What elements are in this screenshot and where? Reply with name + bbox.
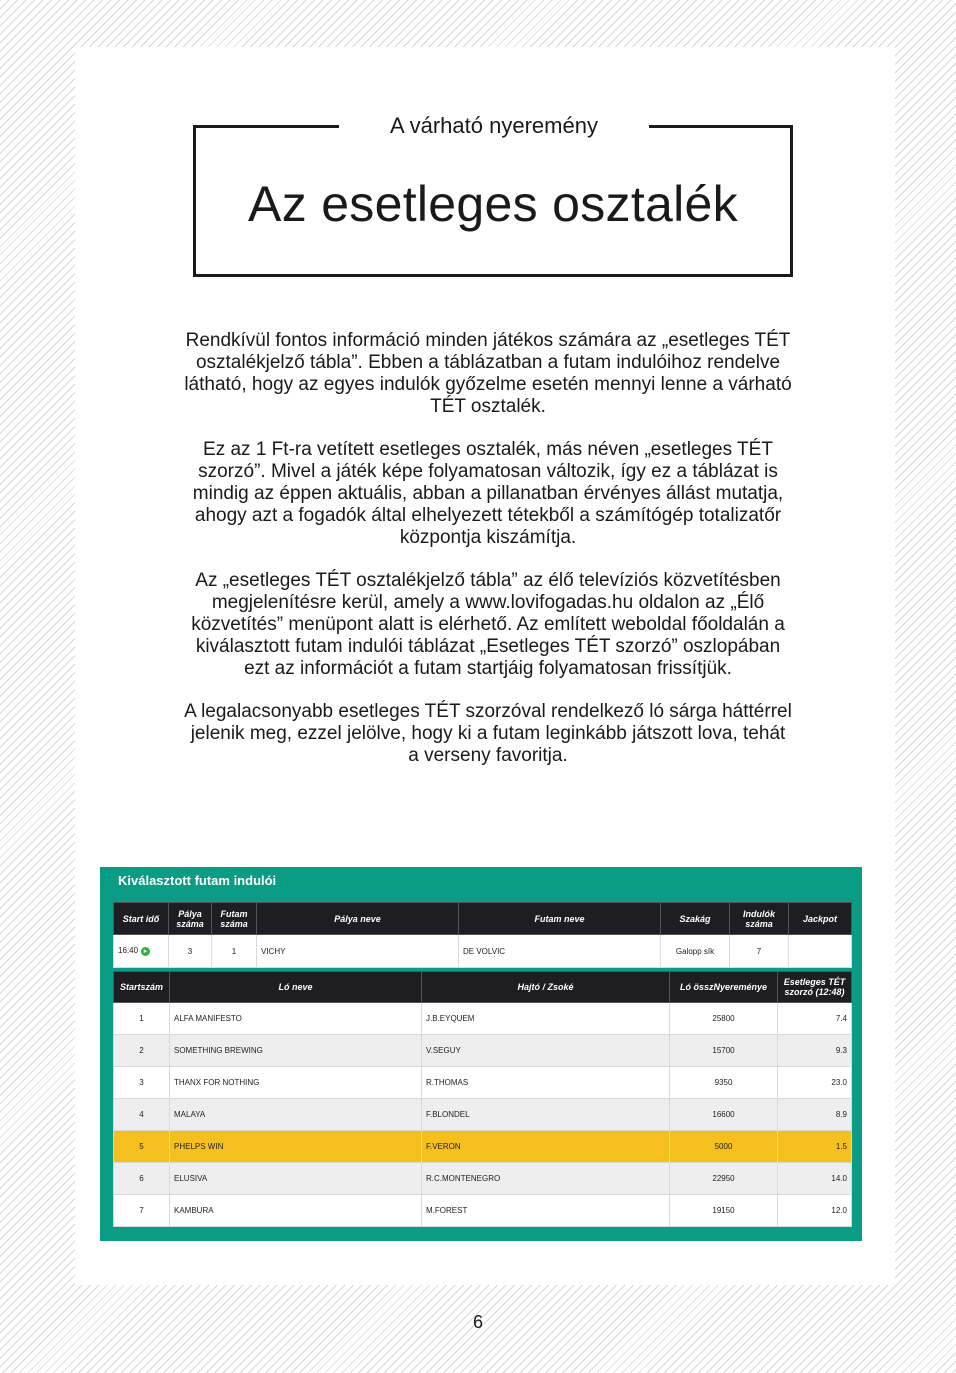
col-earnings: Ló összNyereménye — [670, 972, 778, 1003]
runner-odds: 8.9 — [778, 1099, 852, 1131]
race-jackpot — [789, 935, 852, 968]
col-track-number: Pálya száma — [169, 903, 212, 935]
runner-jockey: F.VERON — [422, 1131, 670, 1163]
runner-earnings: 22950 — [670, 1163, 778, 1195]
page-title: Az esetleges osztalék — [248, 176, 738, 232]
paragraph-4: A legalacsonyabb esetleges TÉT szorzóval rendelkező ló sárga háttérrel jelenik meg, ezzel jelölve, hogy ki a futam leginkább játszott lova, tehát a verseny favoritja. — [184, 701, 792, 766]
runner-horse: ALFA MANIFESTO — [170, 1003, 422, 1035]
runner-horse: KAMBURA — [170, 1195, 422, 1227]
table-row[interactable] — [114, 1035, 852, 1067]
race-track-name: VICHY — [257, 935, 459, 968]
runner-earnings: 16600 — [670, 1099, 778, 1131]
document-page — [75, 47, 895, 1285]
col-track-name: Pálya neve — [257, 903, 459, 935]
table-row[interactable] — [114, 1163, 852, 1195]
runner-number: 2 — [114, 1035, 170, 1067]
runner-earnings: 5000 — [670, 1131, 778, 1163]
col-win-odds: Esetleges TÉT szorzó (12:48) — [778, 972, 852, 1003]
runner-jockey: J.B.EYQUEM — [422, 1003, 670, 1035]
runner-odds: 9.3 — [778, 1035, 852, 1067]
runner-horse: SOMETHING BREWING — [170, 1035, 422, 1067]
runner-horse: MALAYA — [170, 1099, 422, 1131]
table-row[interactable] — [114, 1099, 852, 1131]
col-type: Szakág — [661, 903, 730, 935]
panel-title: Kiválasztott futam indulói — [118, 873, 277, 888]
runner-jockey: R.C.MONTENEGRO — [422, 1163, 670, 1195]
runner-number: 7 — [114, 1195, 170, 1227]
runner-earnings: 9350 — [670, 1067, 778, 1099]
col-horse-name: Ló neve — [170, 972, 422, 1003]
paragraph-2: Ez az 1 Ft-ra vetített esetleges osztalék, más néven „esetleges TÉT szorzó”. Mivel a játék képe folyamatosan változik, így ez a táblázat is mindig az éppen aktuális, abban a pillanatban érvényes állást mutatja, ahogy azt a fogadók által elhelyezett tétekből a számítógép totalizatőr központja kiszámítja. — [192, 439, 784, 548]
col-start-time: Start idő — [114, 903, 169, 935]
runner-number: 3 — [114, 1067, 170, 1099]
table-row[interactable] — [114, 1195, 852, 1227]
col-start-number: Startszám — [114, 972, 170, 1003]
body-text — [183, 330, 793, 788]
title-frame — [193, 113, 793, 277]
runners-table — [113, 971, 852, 1227]
runners-header-row — [114, 972, 852, 1003]
runner-jockey: V.SEGUY — [422, 1035, 670, 1067]
race-type: Galopp sík — [661, 935, 730, 968]
runner-jockey: M.FOREST — [422, 1195, 670, 1227]
table-row[interactable] — [114, 1067, 852, 1099]
runner-horse: ELUSIVA — [170, 1163, 422, 1195]
race-number: 1 — [212, 935, 257, 968]
race-start-cell: 16:40 ▸ — [114, 935, 169, 968]
runner-earnings: 15700 — [670, 1035, 778, 1067]
paragraph-1: Rendkívül fontos információ minden játékos számára az „esetleges TÉT osztalékjelző tábla”. Ebben a táblázatban a futam indulóihoz rendelve látható, hogy az egyes indulók győzelme esetén mennyi lenne a várható TÉT osztalék. — [184, 330, 792, 417]
col-jockey: Hajtó / Zsoké — [422, 972, 670, 1003]
race-runners-count: 7 — [730, 935, 789, 968]
race-header-row — [114, 903, 852, 935]
runner-number: 5 — [114, 1131, 170, 1163]
play-circle-icon[interactable]: ▸ — [141, 947, 150, 956]
runner-jockey: F.BLONDEL — [422, 1099, 670, 1131]
paragraph-3: Az „esetleges TÉT osztalékjelző tábla” az élő televíziós közvetítésben megjelenítésre kerül, amely a www.lovifogadas.hu oldalon az „Élő közvetítés” menüpont alatt is elérhető. Az említett weboldal főoldalán a kiválasztott futam indulói táblázat „Esetleges TÉT szorzó” oszlopában ezt az információt a futam startjáig folyamatosan frissítjük. — [191, 570, 785, 679]
table-row-favorite[interactable] — [114, 1131, 852, 1163]
col-race-name: Futam neve — [459, 903, 661, 935]
runner-odds: 23.0 — [778, 1067, 852, 1099]
runner-odds: 14.0 — [778, 1163, 852, 1195]
runner-odds: 1.5 — [778, 1131, 852, 1163]
table-row[interactable] — [114, 1003, 852, 1035]
race-row[interactable] — [114, 935, 852, 968]
runner-horse: PHELPS WIN — [170, 1131, 422, 1163]
runner-number: 6 — [114, 1163, 170, 1195]
page-number: 6 — [472, 1312, 483, 1332]
page-subtitle: A várható nyeremény — [339, 111, 649, 141]
runner-jockey: R.THOMAS — [422, 1067, 670, 1099]
runner-odds: 7.4 — [778, 1003, 852, 1035]
race-track-number: 3 — [169, 935, 212, 968]
runner-earnings: 19150 — [670, 1195, 778, 1227]
race-name: DE VOLVIC — [459, 935, 661, 968]
runner-number: 4 — [114, 1099, 170, 1131]
col-race-number: Futam száma — [212, 903, 257, 935]
runner-odds: 12.0 — [778, 1195, 852, 1227]
col-runners: Indulók száma — [730, 903, 789, 935]
col-jackpot: Jackpot — [789, 903, 852, 935]
runner-number: 1 — [114, 1003, 170, 1035]
runner-earnings: 25800 — [670, 1003, 778, 1035]
selected-race-panel — [100, 867, 862, 1241]
race-info-table — [113, 902, 852, 968]
runner-horse: THANX FOR NOTHING — [170, 1067, 422, 1099]
